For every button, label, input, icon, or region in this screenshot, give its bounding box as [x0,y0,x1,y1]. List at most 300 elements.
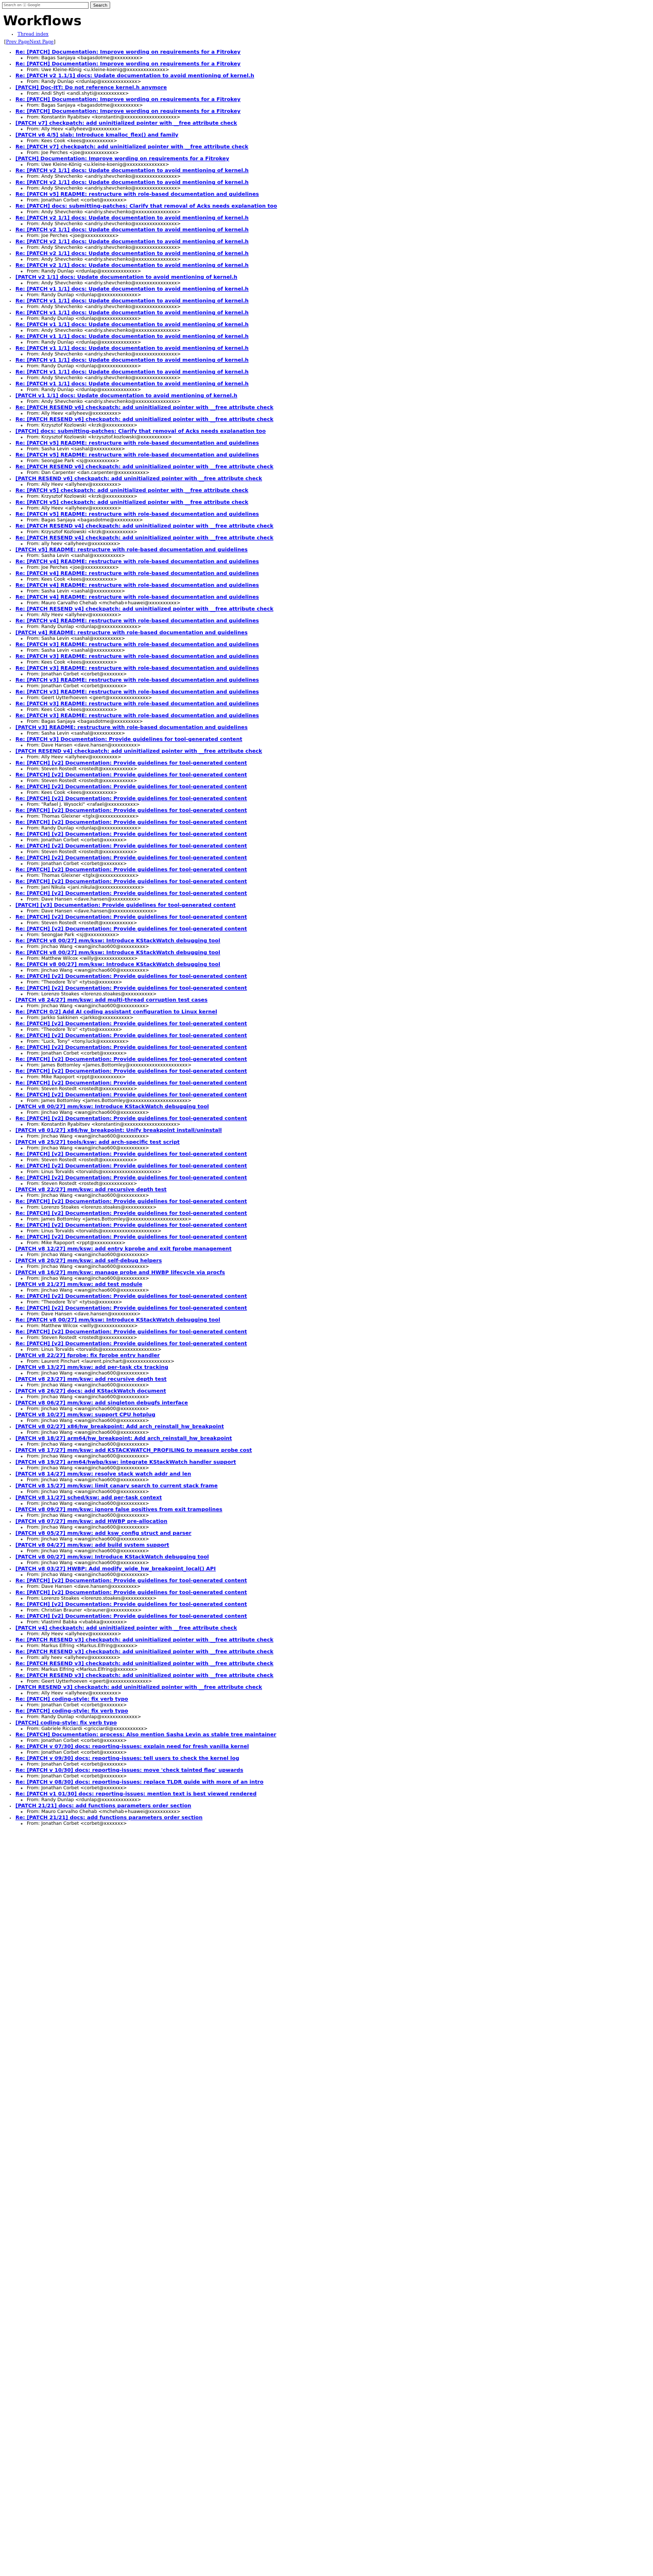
thread-from-list [15,933,653,938]
thread-from-list [15,992,653,997]
thread-subject-link[interactable]: Re: [PATCH] [v2] Documentation: Provide guidelines for tool-generated content [15,974,247,979]
thread-subject-link[interactable]: Re: [PATCH v5] README: restructure with role-based documentation and guidelines [15,452,259,458]
thread-subject-link[interactable]: [PATCH v7] checkpatch: add uninitialized pointer with __free attribute check [15,121,237,126]
thread-item [15,1234,653,1246]
thread-from: ◦ From: "Theodore Ts'o" <tytso@xxxxxxx> [27,980,653,986]
thread-item [15,618,653,630]
thread-item [15,689,653,701]
thread-subject-link[interactable]: [PATCH v8 20/27] mm/ksw: add self-debug helpers [15,1258,162,1264]
thread-from: ◦ From: Andi Shyti <andi.shyti@xxxxxxxxxx> [27,91,653,97]
thread-from-list [15,435,653,440]
thread-subject-link[interactable]: Re: [PATCH RESEND v4] checkpatch: add uninitialized pointer with __free attribute check [15,523,273,529]
thread-subject-link[interactable]: Re: [PATCH] [v2] Documentation: Provide guidelines for tool-generated content [15,1057,247,1062]
thread-subject-link[interactable]: [PATCH v8 01/27] x86/hw_breakpoint: Unify breakpoint install/uninstall [15,1128,222,1133]
thread-subject-link[interactable]: Re: [PATCH v1 1/1] docs: Update documentation to avoid mentioning of kernel.h [15,369,249,375]
thread-from: ◦ From: Kees Cook <kees@xxxxxxxxxx> [27,577,653,583]
thread-from: ◦ From: Steven Rostedt <rostedt@xxxxxxxxxxx> [27,921,653,926]
thread-from: ◦ From: Dave Hansen <dave.hansen@xxxxxxxxx> [27,897,653,903]
thread-item [15,263,653,275]
thread-item [15,1033,653,1045]
thread-subject-link[interactable]: [PATCH v8 13/27] mm/ksw: add per-task ctx tracking [15,1365,168,1370]
thread-from: ◦ From: Jinchao Wang <wangjinchao600@xxxxxxxxx> [27,1537,653,1543]
thread-subject-link[interactable]: Re: [PATCH] [v2] Documentation: Provide guidelines for tool-generated content [15,820,247,825]
thread-from: ◦ From: Jinchao Wang <wangjinchao600@xxxxxxxxx> [27,968,653,974]
thread-from-list [15,103,653,109]
thread-from: ◦ From: Andy Shevchenko <andriy.shevchenko@xxxxxxxxxxxxxxx> [27,376,653,381]
thread-item [15,440,653,452]
thread-subject-link[interactable]: Re: [PATCH] [v2] Documentation: Provide guidelines for tool-generated content [15,1045,247,1050]
thread-from: ◦ From: Steven Rostedt <rostedt@xxxxxxxxxxx> [27,778,653,784]
thread-from-list [15,861,653,867]
thread-subject-link[interactable]: Re: [PATCH v1 1/1] docs: Update documentation to avoid mentioning of kernel.h [15,346,249,351]
thread-subject-link[interactable]: Re: [PATCH] [v2] Documentation: Provide guidelines for tool-generated content [15,867,247,873]
thread-item [15,559,653,571]
thread-subject-link[interactable]: Re: [PATCH v8 00/27] mm/ksw: Introduce KStackWatch debugging tool [15,962,220,968]
thread-subject-link[interactable]: Re: [PATCH v3] README: restructure with role-based documentation and guidelines [15,642,259,648]
thread-subject-link[interactable]: Re: [PATCH v2 1/1] docs: Update documentation to avoid mentioning of kernel.h [15,239,249,245]
thread-subject-link[interactable]: Re: [PATCH v3] README: restructure with role-based documentation and guidelines [15,654,259,659]
thread-subject-link[interactable]: Re: [PATCH v2 1/1] docs: Update documentation to avoid mentioning of kernel.h [15,251,249,257]
thread-from-list [15,459,653,464]
thread-subject-link[interactable]: Re: [PATCH v3] README: restructure with role-based documentation and guidelines [15,701,259,707]
thread-item [15,974,653,986]
thread-subject-link[interactable]: Re: [PATCH] [v2] Documentation: Provide guidelines for tool-generated content [15,986,247,991]
thread-subject-link[interactable]: [PATCH v8 16/27] mm/ksw: manage probe and HWBP lifecycle via procfs [15,1270,225,1276]
thread-subject-link[interactable]: Re: [PATCH RESEND v6] checkpatch: add uninitialized pointer with __free attribute check [15,405,273,411]
thread-subject-link[interactable]: [PATCH v8 04/27] mm/ksw: add build system support [15,1543,169,1548]
thread-subject-link[interactable]: Re: [PATCH] Documentation: process: Also mention Sasha Levin as stable tree maintainer [15,1732,277,1738]
thread-from-list [15,1679,653,1685]
thread-from-list [15,897,653,903]
thread-from: ◦ From: Mike Rapoport <rppt@xxxxxxxxxx> [27,1075,653,1080]
thread-from-list [15,1537,653,1543]
thread-subject-link[interactable]: [PATCH v8 07/27] mm/ksw: add HWBP pre-allocation [15,1519,168,1524]
thread-subject-link[interactable]: [PATCH v8 12/27] mm/ksw: add entry kprobe and exit fprobe management [15,1246,232,1252]
thread-subject-link[interactable]: Re: [PATCH v2 1/1] docs: Update documentation to avoid mentioning of kernel.h [15,227,249,233]
thread-subject-link[interactable]: [PATCH v8 22/27] mm/ksw: add recursive depth test [15,1187,167,1193]
thread-subject-link[interactable]: Re: [PATCH] [v2] Documentation: Provide guidelines for tool-generated content [15,772,247,778]
thread-subject-link[interactable]: Re: [PATCH v1 1/1] docs: Update documentation to avoid mentioning of kernel.h [15,358,249,363]
thread-subject-link[interactable]: Re: [PATCH] [v2] Documentation: Provide guidelines for tool-generated content [15,1234,247,1240]
thread-from-list [15,802,653,808]
search-bar [0,0,653,10]
thread-item [15,1566,653,1578]
thread-item [15,1412,653,1424]
thread-subject-link[interactable]: Re: [PATCH RESEND v3] checkpatch: add uninitialized pointer with __free attribute check [15,1673,273,1679]
thread-subject-link[interactable]: [PATCH v4] checkpatch: add uninitialized pointer with __free attribute check [15,1625,237,1631]
thread-from: ◦ From: ally heev <allyheev@xxxxxxxxx> [27,541,653,547]
thread-from: ◦ From: Ally Heev <allyheev@xxxxxxxxx> [27,506,653,512]
thread-from-list [15,56,653,61]
thread-from-list [15,1324,653,1329]
thread-subject-link[interactable]: Re: [PATCH] [v2] Documentation: Provide guidelines for tool-generated content [15,1329,247,1335]
thread-subject-link[interactable]: Re: [PATCH v2 1/1] docs: Update documentation to avoid mentioning of kernel.h [15,168,249,174]
thread-subject-link[interactable]: [PATCH v8 23/27] mm/ksw: add recursive depth test [15,1377,167,1382]
thread-item [15,1448,653,1460]
thread-subject-link[interactable]: Re: [PATCH v 10/30] docs: reporting-issues: move 'check tainted flag' upwards [15,1768,244,1773]
thread-from-list [15,1371,653,1377]
thread-subject-link[interactable]: Re: [PATCH v7] checkpatch: add uninitialized pointer with __free attribute check [15,144,249,150]
thread-from: ◦ From: Christian Brauner <brauner@xxxxxxxxxx> [27,1608,653,1614]
thread-from: ◦ From: Jinchao Wang <wangjinchao600@xxxxxxxxx> [27,1525,653,1531]
thread-subject-link[interactable]: [PATCH v8 25/27] tools/ksw: add arch-specific test script [15,1140,180,1145]
thread-from: ◦ From: "Luck, Tony" <tony.luck@xxxxxxxxx> [27,1039,653,1045]
thread-from-list [15,1359,653,1365]
thread-subject-link[interactable]: Re: [PATCH v5] README: restructure with role-based documentation and guidelines [15,192,259,197]
thread-from: ◦ From: Steven Rostedt <rostedt@xxxxxxxxxxx> [27,1158,653,1163]
thread-item [15,642,653,654]
thread-from: ◦ From: Linus Torvalds <torvalds@xxxxxxxxxxxxxxxxxxxx> [27,1229,653,1234]
thread-subject-link[interactable]: Re: [PATCH v5] README: restructure with role-based documentation and guidelines [15,512,259,517]
thread-from: ◦ From: Andy Shevchenko <andriy.shevchenko@xxxxxxxxxxxxxxx> [27,257,653,263]
thread-from-list [15,1703,653,1708]
thread-subject-link[interactable]: Re: [PATCH] coding-style: fix verb typo [15,1708,128,1714]
thread-item [15,1045,653,1057]
thread-subject-link[interactable]: Re: [PATCH v3] README: restructure with role-based documentation and guidelines [15,713,259,719]
thread-subject-link[interactable]: Re: [PATCH] [v2] Documentation: Provide guidelines for tool-generated content [15,855,247,861]
thread-subject-link[interactable]: [PATCH v2 1/1] docs: Update documentation to avoid mentioning of kernel.h [15,275,237,280]
thread-subject-link[interactable]: [PATCH 21/21] docs: add functions parameters order section [15,1803,192,1809]
thread-item [15,1519,653,1531]
thread-subject-link[interactable]: Re: [PATCH v1 01/30] docs: reporting-issues: mention text is best viewed rendered [15,1791,257,1797]
thread-subject-link[interactable]: Re: [PATCH] docs: submitting-patches: Clarify that removal of Acks needs explanation too [15,204,277,209]
top-nav-item [18,32,653,38]
thread-from-list [15,1418,653,1424]
thread-from: ◦ From: Jinchao Wang <wangjinchao600@xxxxxxxxx> [27,1513,653,1519]
thread-subject-link[interactable]: [PATCH v8 21/27] mm/ksw: add test module [15,1282,143,1287]
thread-from-list [15,1051,653,1057]
thread-subject-link[interactable]: [PATCH RESEND v6] checkpatch: add uninitialized pointer with __free attribute check [15,476,262,482]
thread-from-list [15,470,653,476]
thread-subject-link[interactable]: Re: [PATCH] [v2] Documentation: Provide guidelines for tool-generated content [15,1614,247,1619]
thread-from: ◦ From: Vlastimil Babka <vbabka@xxxxxxx> [27,1620,653,1625]
thread-from: ◦ From: Bagas Sanjaya <bagasdotme@xxxxxxxxx> [27,518,653,523]
next-page-link[interactable]: Next Page [29,40,54,45]
thread-subject-link[interactable]: Re: [PATCH] coding-style: fix verb typo [15,1697,128,1702]
thread-subject-link[interactable]: Re: [PATCH v5] checkpatch: add uninitialized pointer with __free attribute check [15,500,249,505]
thread-from-list [15,707,653,713]
thread-subject-link[interactable]: [PATCH v8 24/27] mm/ksw: add multi-thread corruption test cases [15,997,208,1003]
search-button[interactable]: Search [90,2,110,9]
thread-subject-link[interactable]: [PATCH v8 19/27] arm64/hwbp/ksw: integrate KStackWatch handler support [15,1460,236,1465]
thread-from: ◦ From: Jonathan Corbet <corbet@xxxxxxx> [27,1774,653,1780]
thread-item [15,1815,653,1827]
thread-subject-link[interactable]: Re: [PATCH] Documentation: Improve wording on requirements for a Fitrokey [15,49,241,55]
thread-from-list [15,1774,653,1780]
thread-subject-link[interactable]: Re: [PATCH] [v2] Documentation: Provide guidelines for tool-generated content [15,1211,247,1216]
thread-from-list [15,1501,653,1507]
thread-subject-link[interactable]: [PATCH v8 22/27] fprobe: fix fprobe entry handler [15,1353,160,1359]
thread-subject-link[interactable]: Re: [PATCH] [v2] Documentation: Provide guidelines for tool-generated content [15,1306,247,1311]
thread-item [15,1791,653,1803]
thread-subject-link[interactable]: Re: [PATCH v1 1/1] docs: Update documentation to avoid mentioning of kernel.h [15,322,249,328]
thread-item [15,986,653,997]
thread-item [15,180,653,192]
thread-subject-link[interactable]: Re: [PATCH RESEND v6] checkpatch: add uninitialized pointer with __free attribute check [15,417,273,422]
thread-subject-link[interactable]: Re: [PATCH v2 1.1/1] docs: Update documentation to avoid mentioning of kernel.h [15,73,254,79]
thread-subject-link[interactable]: Re: [PATCH v 09/30] docs: reporting-issues: tell users to check the kernel log [15,1756,239,1761]
thread-subject-link[interactable]: Re: [PATCH] [v2] Documentation: Provide guidelines for tool-generated content [15,1033,247,1039]
thread-subject-link[interactable]: [PATCH v8 09/27] mm/ksw: ignore false positives from exit trampolines [15,1507,222,1513]
thread-subject-link[interactable]: Re: [PATCH v8 00/27] mm/ksw: Introduce KStackWatch debugging tool [15,1317,220,1323]
thread-subject-link[interactable]: Re: [PATCH] [v2] Documentation: Provide guidelines for tool-generated content [15,1080,247,1086]
thread-item [15,156,653,168]
thread-subject-link[interactable]: [PATCH v4] README: restructure with role-based documentation and guidelines [15,630,248,636]
thread-subject-link[interactable]: Re: [PATCH] [v2] Documentation: Provide guidelines for tool-generated content [15,1069,247,1074]
thread-subject-link[interactable]: [PATCH v8 14/27] mm/ksw: resolve stack watch addr and len [15,1471,192,1477]
thread-subject-link[interactable]: Re: [PATCH] [v2] Documentation: Provide guidelines for tool-generated content [15,1578,247,1584]
thread-from-list [15,364,653,369]
thread-subject-link[interactable]: Re: [PATCH] [v2] Documentation: Provide guidelines for tool-generated content [15,1163,247,1169]
thread-subject-link[interactable]: Re: [PATCH RESEND v3] checkpatch: add uninitialized pointer with __free attribute check [15,1637,273,1643]
thread-item [15,1211,653,1223]
thread-from-list [15,1110,653,1116]
thread-subject-link[interactable]: [PATCH v8 17/27] mm/ksw: add KSTACKWATCH_PROFILING to measure probe cost [15,1448,252,1453]
thread-item [15,500,653,512]
thread-subject-link[interactable]: Re: [PATCH v5] checkpatch: add uninitialized pointer with __free attribute check [15,488,249,494]
thread-subject-link[interactable]: Re: [PATCH] [v2] Documentation: Provide guidelines for tool-generated content [15,843,247,849]
thread-subject-link[interactable]: Re: [PATCH v2 1/1] docs: Update documentation to avoid mentioning of kernel.h [15,215,249,221]
thread-from-list [15,1466,653,1471]
thread-from: ◦ From: Dave Hansen <dave.hansen@xxxxxxxxx> [27,1584,653,1590]
thread-subject-link[interactable]: Re: [PATCH] [v2] Documentation: Provide guidelines for tool-generated content [15,808,247,814]
thread-subject-link[interactable]: Re: [PATCH v4] README: restructure with role-based documentation and guidelines [15,559,259,565]
thread-subject-link[interactable]: Re: [PATCH v1 1/1] docs: Update documentation to avoid mentioning of kernel.h [15,298,249,304]
thread-subject-link[interactable]: Re: [PATCH RESEND v4] checkpatch: add uninitialized pointer with __free attribute check [15,535,273,541]
thread-subject-link[interactable]: [PATCH v8 11/27] sched/ksw: add per-task context [15,1495,162,1501]
thread-item [15,1590,653,1602]
thread-from-list [15,648,653,654]
thread-subject-link[interactable]: Re: [PATCH v4] README: restructure with role-based documentation and guidelines [15,618,259,624]
thread-subject-link[interactable]: Re: [PATCH v1 1/1] docs: Update documentation to avoid mentioning of kernel.h [15,310,249,316]
prev-page-link[interactable]: Prev Page [6,40,30,45]
thread-from-list [15,91,653,97]
thread-item [15,1554,653,1566]
thread-subject-link[interactable]: Re: [PATCH] [v2] Documentation: Provide guidelines for tool-generated content [15,926,247,932]
thread-subject-link[interactable]: Re: [PATCH] [v2] Documentation: Provide guidelines for tool-generated content [15,1175,247,1181]
thread-from: ◦ From: Lorenzo Stoakes <lorenzo.stoakes@xxxxxxxxxx> [27,992,653,997]
thread-item [15,1069,653,1080]
thread-subject-link[interactable]: Re: [PATCH v2 1/1] docs: Update documentation to avoid mentioning of kernel.h [15,180,249,185]
thread-subject-link[interactable]: Re: [PATCH] [v2] Documentation: Provide guidelines for tool-generated content [15,1021,247,1027]
thread-subject-link[interactable]: Re: [PATCH v4] README: restructure with role-based documentation and guidelines [15,595,259,600]
thread-from: ◦ From: Jonathan Corbet <corbet@xxxxxxx> [27,1703,653,1708]
thread-subject-link[interactable]: Re: [PATCH 0/2] Add AI coding assistant configuration to Linux kernel [15,1009,217,1015]
thread-subject-link[interactable]: Re: [PATCH] [v2] Documentation: Provide guidelines for tool-generated content [15,891,247,896]
thread-from: ◦ From: SeongJae Park <sj@xxxxxxxxxx> [27,459,653,464]
thread-subject-link[interactable]: Re: [PATCH] [v2] Documentation: Provide guidelines for tool-generated content [15,796,247,802]
thread-from: ◦ From: Randy Dunlap <rdunlap@xxxxxxxxxxxxx> [27,826,653,832]
thread-subject-link[interactable]: [PATCH v8 10/27] mm/ksw: support CPU hotplug [15,1412,156,1418]
thread-item [15,1223,653,1234]
thread-item [15,1803,653,1815]
thread-from-list [15,1181,653,1187]
thread-subject-link[interactable]: [PATCH] coding-style: fix verb typo [15,1720,117,1726]
thread-subject-link[interactable]: Re: [PATCH v1 1/1] docs: Update documentation to avoid mentioning of kernel.h [15,334,249,340]
thread-subject-link[interactable]: Re: [PATCH RESEND v3] checkpatch: add uninitialized pointer with __free attribute check [15,1661,273,1667]
thread-item [15,405,653,417]
thread-subject-link[interactable]: [PATCH v8 15/27] mm/ksw: limit canary search to current stack frame [15,1483,218,1489]
thread-subject-link[interactable]: [PATCH v5] README: restructure with role-based documentation and guidelines [15,547,248,553]
thread-from: ◦ From: Jinchao Wang <wangjinchao600@xxxxxxxxx> [27,1442,653,1448]
thread-subject-link[interactable]: Re: [PATCH v 07/30] docs: reporting-issues: explain need for fresh vanilla kernel [15,1744,249,1750]
thread-from-list [15,387,653,393]
thread-subject-link[interactable]: Re: [PATCH] [v2] Documentation: Provide guidelines for tool-generated content [15,1092,247,1098]
thread-subject-link[interactable]: Re: [PATCH] [v2] Documentation: Provide guidelines for tool-generated content [15,1294,247,1299]
thread-from-list [15,1406,653,1412]
thread-subject-link[interactable]: Re: [PATCH] [v2] Documentation: Provide guidelines for tool-generated content [15,1590,247,1596]
thread-item [15,452,653,464]
thread-item [15,547,653,559]
thread-subject-link[interactable]: [PATCH v8 03/27] HWBP: Add modify_wide_hw_breakpoint_local() API [15,1566,216,1572]
thread-subject-link[interactable]: Re: [PATCH] [v2] Documentation: Provide guidelines for tool-generated content [15,1199,247,1205]
thread-from-list [15,1584,653,1590]
thread-item [15,595,653,606]
thread-from: ◦ From: Laurent Pinchart <laurent.pinchart@xxxxxxxxxxxxxxxx> [27,1359,653,1365]
thread-subject-link[interactable]: Re: [PATCH RESEND v6] checkpatch: add uninitialized pointer with __free attribute check [15,464,273,470]
thread-from: ◦ From: Kees Cook <kees@xxxxxxxxxx> [27,139,653,144]
thread-subject-link[interactable]: [PATCH v8 18/27] arm64/hw_breakpoint: Add arch_reinstall_hw_breakpoint [15,1436,232,1442]
thread-from: ◦ From: "Theodore Ts'o" <tytso@xxxxxxx> [27,1027,653,1033]
thread-subject-link[interactable]: [PATCH v8 05/27] mm/ksw: add ksw_config struct and parser [15,1531,192,1536]
thread-subject-link[interactable]: [PATCH] Documentation: Improve wording on requirements for a Fitrokey [15,156,230,162]
thread-item [15,1732,653,1744]
thread-from-list [15,1442,653,1448]
thread-from-list [15,660,653,666]
thread-from: ◦ From: Randy Dunlap <rdunlap@xxxxxxxxxxxxx> [27,1798,653,1803]
thread-subject-link[interactable]: Re: [PATCH v3] README: restructure with role-based documentation and guidelines [15,666,259,671]
thread-from: ◦ From: Krzysztof Kozlowski <krzysztof.kozlowski@xxxxxxxxxx> [27,435,653,440]
thread-subject-link[interactable]: Re: [PATCH v5] README: restructure with role-based documentation and guidelines [15,440,259,446]
thread-from: ◦ From: Jinchao Wang <wangjinchao600@xxxxxxxxx> [27,1478,653,1483]
thread-from: ◦ From: Lorenzo Stoakes <lorenzo.stoakes@xxxxxxxxxx> [27,1205,653,1211]
thread-subject-link[interactable]: Re: [PATCH v3] README: restructure with role-based documentation and guidelines [15,689,259,695]
thread-from-list [15,767,653,772]
thread-from-list [15,1241,653,1246]
thread-subject-link[interactable]: Re: [PATCH] [v2] Documentation: Provide guidelines for tool-generated content [15,832,247,837]
thread-from: ◦ From: Ally Heev <allyheev@xxxxxxxxx> [27,127,653,132]
thread-item [15,1614,653,1625]
thread-item [15,867,653,879]
thread-subject-link[interactable]: [PATCH v8 06/27] mm/ksw: add singleton debugfs interface [15,1400,188,1406]
thread-subject-link[interactable]: [PATCH v1 1/1] docs: Update documentation to avoid mentioning of kernel.h [15,393,237,399]
thread-subject-link[interactable]: [PATCH v8 26/27] docs: add KStackWatch document [15,1388,166,1394]
thread-item [15,192,653,204]
thread-from-list [15,826,653,832]
thread-from: ◦ From: Dave Hansen <dave.hansen@xxxxxxxxxxxxxxx> [27,909,653,914]
thread-from: ◦ From: Bagas Sanjaya <bagasdotme@xxxxxxxxx> [27,719,653,725]
thread-item [15,1317,653,1329]
thread-subject-link[interactable]: Re: [PATCH v 08/30] docs: reporting-issues: replace TLDR guide with more of an intro [15,1780,264,1785]
thread-item [15,1625,653,1637]
thread-subject-link[interactable]: [PATCH v8 00/27] mm/ksw: Introduce KStackWatch debugging tool [15,1104,209,1110]
thread-from: ◦ From: Joe Perches <joe@xxxxxxxxxxx> [27,150,653,156]
thread-subject-link[interactable]: Re: [PATCH] [v2] Documentation: Provide guidelines for tool-generated content [15,1116,247,1122]
thread-subject-link[interactable]: Re: [PATCH] [v2] Documentation: Provide guidelines for tool-generated content [15,760,247,766]
thread-subject-link[interactable]: Re: [PATCH v2 1/1] docs: Update documentation to avoid mentioning of kernel.h [15,263,249,268]
thread-subject-link[interactable]: Re: [PATCH v8 00/27] mm/ksw: Introduce KStackWatch debugging tool [15,950,220,956]
thread-subject-link[interactable]: Re: [PATCH] [v2] Documentation: Provide guidelines for tool-generated content [15,784,247,790]
thread-subject-link[interactable]: Re: [PATCH RESEND v4] checkpatch: add uninitialized pointer with __free attribute check [15,606,273,612]
thread-from-list [15,790,653,796]
thread-subject-link[interactable]: Re: [PATCH] [v2] Documentation: Provide guidelines for tool-generated content [15,914,247,920]
thread-item [15,523,653,535]
thread-from: ◦ From: Jinchao Wang <wangjinchao600@xxxxxxxxx> [27,1252,653,1258]
thread-subject-link[interactable]: Re: [PATCH 21/21] docs: add functions parameters order section [15,1815,203,1821]
thread-item [15,1649,653,1661]
thread-subject-link[interactable]: Re: [PATCH] [v2] Documentation: Provide guidelines for tool-generated content [15,879,247,885]
thread-from-list [15,1715,653,1720]
thread-from: ◦ From: Jonathan Corbet <corbet@xxxxxxx> [27,198,653,204]
thread-from-list [15,778,653,784]
thread-subject-link[interactable]: Re: [PATCH] Documentation: Improve wording on requirements for a Fitrokey [15,109,241,114]
thread-from: ◦ From: Andy Shevchenko <andriy.shevchenko@xxxxxxxxxxxxxxx> [27,245,653,251]
thread-from-list [15,210,653,215]
thread-subject-link[interactable]: Re: [PATCH v4] README: restructure with role-based documentation and guidelines [15,583,259,588]
thread-subject-link[interactable]: [PATCH] [v3] Documentation: Provide guidelines for tool-generated content [15,903,236,908]
thread-from-list [15,293,653,298]
thread-subject-link[interactable]: Re: [PATCH v3] README: restructure with role-based documentation and guidelines [15,677,259,683]
thread-item [15,832,653,843]
thread-from: ◦ From: Jinchao Wang <wangjinchao600@xxxxxxxxx> [27,1572,653,1578]
thread-subject-link[interactable]: Re: [PATCH v1 1/1] docs: Update documentation to avoid mentioning of kernel.h [15,286,249,292]
thread-subject-link[interactable]: Re: [PATCH] Documentation: Improve wording on requirements for a Fitrokey [15,61,241,67]
thread-subject-link[interactable]: Re: [PATCH v1 1/1] docs: Update documentation to avoid mentioning of kernel.h [15,381,249,387]
thread-subject-link[interactable]: [PATCH v3] README: restructure with role-based documentation and guidelines [15,725,248,731]
thread-from: ◦ From: Ally Heev <allyheev@xxxxxxxxx> [27,1632,653,1637]
thread-subject-link[interactable]: [PATCH RESEND v3] checkpatch: add uninitialized pointer with __free attribute check [15,1685,262,1690]
thread-subject-link[interactable]: Re: [PATCH v4] README: restructure with role-based documentation and guidelines [15,571,259,577]
thread-subject-link[interactable]: Re: [PATCH v3] Documentation: Provide guidelines for tool-generated content [15,737,243,742]
search-input[interactable] [2,2,89,9]
thread-item [15,1021,653,1033]
thread-subject-link[interactable]: Re: [PATCH] [v2] Documentation: Provide guidelines for tool-generated content [15,1151,247,1157]
thread-from-list [15,589,653,595]
thread-index-link[interactable]: Thread index [18,32,49,37]
thread-from: ◦ From: Konstantin Ryabitsev <konstantin@xxxxxxxxxxxxxxxxxxx> [27,1122,653,1128]
thread-from-list [15,1821,653,1827]
thread-item [15,713,653,725]
thread-subject-link[interactable]: [PATCH] Doc-ItT: Do not reference kernel.h anymore [15,85,167,91]
thread-subject-link[interactable]: Re: [PATCH] [v2] Documentation: Provide guidelines for tool-generated content [15,1602,247,1607]
thread-item [15,512,653,523]
thread-subject-link[interactable]: [PATCH] docs: submitting-patches: Clarify that removal of Acks needs explanation too [15,429,266,434]
thread-subject-link[interactable]: Re: [PATCH] Documentation: Improve wording on requirements for a Fitrokey [15,97,241,103]
thread-subject-link[interactable]: [PATCH RESEND v4] checkpatch: add uninitialized pointer with __free attribute check [15,749,262,754]
thread-subject-link[interactable]: Re: [PATCH RESEND v3] checkpatch: add uninitialized pointer with __free attribute check [15,1649,273,1655]
thread-from: ◦ From: Randy Dunlap <rdunlap@xxxxxxxxxxxxx> [27,316,653,322]
thread-item [15,488,653,500]
thread-from: ◦ From: Ally Heev <allyheev@xxxxxxxxx> [27,613,653,618]
thread-item [15,1602,653,1614]
thread-subject-link[interactable]: Re: [PATCH] [v2] Documentation: Provide guidelines for tool-generated content [15,1341,247,1347]
thread-subject-link[interactable]: [PATCH v8 02/27] x86/hw_breakpoint: Add arch_reinstall_hw_breakpoint [15,1424,224,1430]
thread-from: ◦ From: Linus Torvalds <torvalds@xxxxxxxxxxxxxxxxxxxx> [27,1170,653,1175]
thread-subject-link[interactable]: Re: [PATCH v8 00/27] mm/ksw: Introduce KStackWatch debugging tool [15,938,220,944]
thread-subject-link[interactable]: [PATCH v6 4/5] slab: Introduce kmalloc_flex() and family [15,132,179,138]
thread-from-list [15,1738,653,1744]
thread-from: ◦ From: Andy Shevchenko <andriy.shevchenko@xxxxxxxxxxxxxxx> [27,186,653,192]
thread-from-list [15,174,653,180]
thread-from-list [15,956,653,962]
thread-item [15,464,653,476]
thread-subject-link[interactable]: Re: [PATCH] [v2] Documentation: Provide guidelines for tool-generated content [15,1223,247,1228]
thread-subject-link[interactable]: [PATCH v8 00/27] mm/ksw: Introduce KStackWatch debugging tool [15,1554,209,1560]
thread-from: ◦ From: SeongJae Park <sj@xxxxxxxxxx> [27,933,653,938]
thread-from-list [15,79,653,85]
thread-from: ◦ From: Jinchao Wang <wangjinchao600@xxxxxxxxx> [27,1406,653,1412]
thread-item [15,701,653,713]
